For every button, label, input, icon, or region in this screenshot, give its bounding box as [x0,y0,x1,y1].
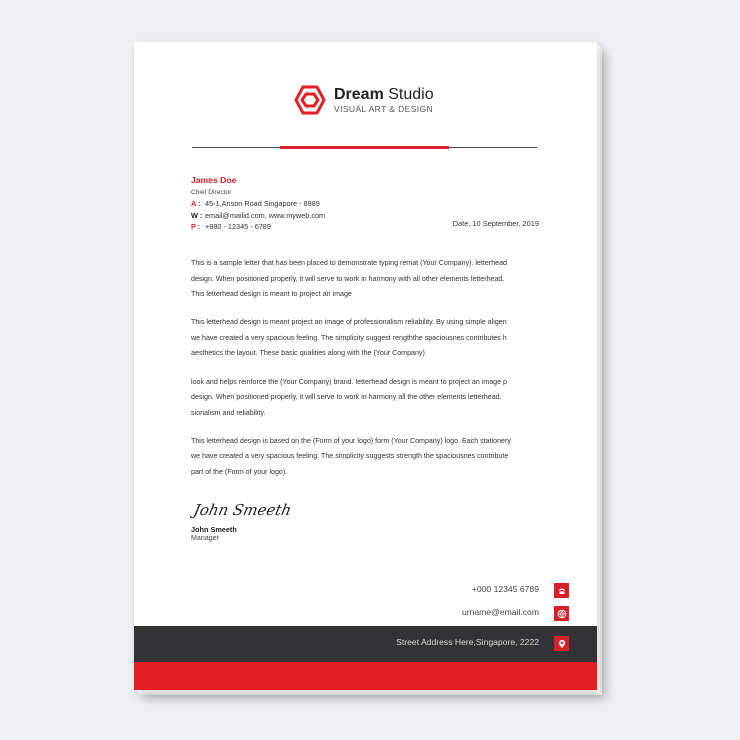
brand-name-light: Studio [383,85,434,103]
phone-icon [554,583,569,598]
sender-address-row [191,198,325,210]
body-line: sionalism and reliability. [191,408,266,417]
sender-address: 45-1,Anson Road Singapore - 8989 [205,199,320,208]
body-line: we have created a very spacious feeling. The simplicity suggest rengththe spaciousnes contributes h [191,333,507,342]
body-line: look and helps reinforce the (Your Company) brand. letterhead design is meant to project an image p [191,377,507,386]
paragraph-1 [191,256,541,303]
body-line: design. When positioned properly, it will serve to work in harmony all the other elements letterhead. [191,393,502,402]
brand-logo [294,84,434,116]
globe-icon [554,606,569,621]
sender-role: Chief Director [191,188,232,196]
brand-name-bold: Dream [334,85,384,103]
body-line: aesthetics the layout. These basic qualities along with the (Your Company) [191,349,425,358]
address-label: A : [191,199,201,208]
letterhead-page [134,42,597,690]
brand-text [334,87,434,114]
sender-name: James Doe [191,175,237,185]
letter-date: Date, 10 September, 2019 [452,219,539,228]
sender-block [191,175,325,233]
signatory-role: Manager [191,534,219,542]
body-line: we have created a very spacious feeling. The simplicity suggests strength the spaciousnes contribute [191,452,509,461]
signature-script: John Smeeth [192,501,293,519]
brand-name [334,87,434,103]
location-pin-icon [554,636,569,651]
body-line: This is a sample letter that has been placed to demonstrate typing remat (Your Company). letterhead [191,259,507,267]
paragraph-3 [191,375,541,422]
paragraph-4 [191,434,541,481]
footer-address: Street Address Here,Singapore, 2222 [396,637,539,647]
signatory-name: John Smeeth [191,525,237,534]
body-line: This letterhead design is meant to project an image [191,290,352,298]
hexagon-logo-icon [294,84,326,116]
sender-phone: +880 - 12345 - 6789 [205,222,271,231]
sender-web-row [191,210,325,222]
footer-red-band [134,662,597,690]
brand-tagline: VISUAL ART & DESIGN [334,103,434,114]
paragraph-2 [191,315,541,362]
web-label: W : [191,210,203,220]
footer-email[interactable]: urname@email.com [461,607,539,617]
phone-label: P : [191,222,201,231]
sender-web: email@mailid.com, www.myweb.com [205,210,326,220]
body-line: This letterhead design is based on the (Form of your logo) form (Your Company) logo. Each stationery [191,436,511,445]
body-line: part of the (Form of your logo). [191,467,288,476]
body-line: This letterhead design is meant project an image of professionalism reliability. By using simple aligen [191,318,507,327]
letter-body [191,256,541,493]
footer-phone: +000 12345 6789 [471,584,539,594]
body-line: design. When positioned properly, it will serve to work in harmony with all other elements letterhead. [191,274,505,283]
sender-phone-row [191,221,325,233]
header-divider-accent [280,146,449,149]
